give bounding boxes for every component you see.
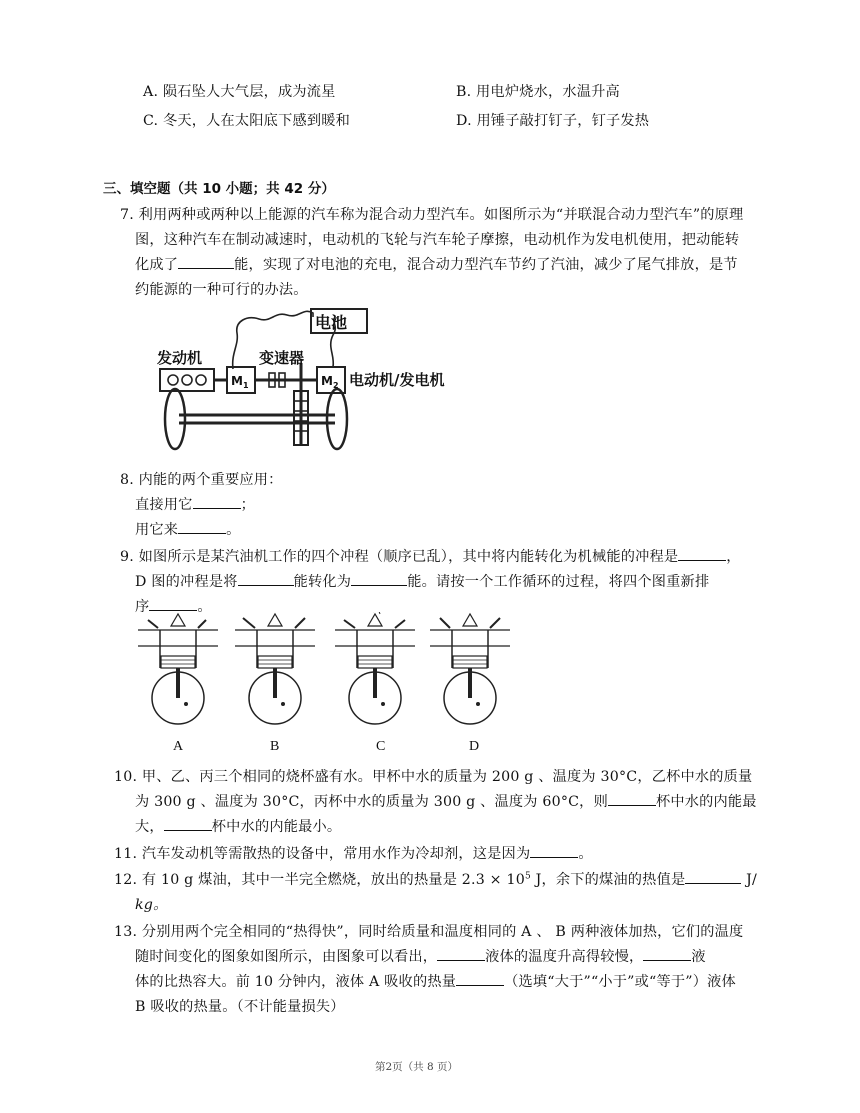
q7-line3: 化成了 能，实现了对电池的充电，混合动力型汽车节约了汽油，减少了尾气排放，是节 bbox=[135, 254, 738, 274]
q9-line1: 9. 如图所示是某汽油机工作的四个冲程（顺序已乱），其中将内能转化为机械能的冲程是 ， bbox=[120, 546, 741, 566]
gearbox-label: 变速器 bbox=[259, 349, 305, 367]
answer-blank bbox=[456, 971, 504, 986]
q8-line3: 用它来 。 bbox=[135, 519, 241, 539]
hybrid-car-diagram bbox=[135, 305, 465, 455]
figure-label-c: C bbox=[376, 739, 386, 754]
q12-line1: 12. 有 10 g 煤油，其中一半完全燃烧，放出的热量是 $2.3 \times 10^5$ J，余下的煤油的热值是 J/ bbox=[114, 869, 757, 889]
q12-line2: kg。 bbox=[135, 897, 168, 913]
stroke-b-figure bbox=[235, 614, 315, 724]
m1-subscript: 1 bbox=[242, 381, 249, 390]
q11-line: 11. 汽车发动机等需散热的设备中，常用水作为冷却剂，这是因为 。 bbox=[114, 843, 593, 863]
answer-blank bbox=[351, 571, 407, 586]
q10-line1: 10. 甲、乙、丙三个相同的烧杯盛有水。甲杯中水的质量为 200 g 、温度为 30°C，乙杯中水的质量 bbox=[114, 769, 753, 785]
q13-line1: 13. 分别用两个完全相同的“热得快”，同时给质量和温度相同的 A 、 B 两种液体加热，它们的温度 bbox=[114, 924, 744, 940]
q9-line2: D 图的冲程是将 能转化为 能。请按一个工作循环的过程，将四个图重新排 bbox=[135, 571, 709, 591]
q9-line3: 序 。 bbox=[135, 596, 212, 616]
stroke-a-figure bbox=[138, 614, 218, 724]
answer-blank bbox=[178, 254, 234, 269]
q13-line3: 体的比热容大。前 10 分钟内，液体 A 吸收的热量 （选填“大于”“小于”或“等于”）液体 bbox=[135, 971, 736, 991]
motor-generator-label: 电动机/发电机 bbox=[349, 371, 445, 389]
answer-blank bbox=[437, 946, 485, 961]
q10-line2: 为 300 g 、温度为 30°C，丙杯中水的质量为 300 g 、温度为 60°C，则 杯中水的内能最 bbox=[135, 791, 757, 811]
q7-line4: 约能源的一种可行的办法。 bbox=[135, 282, 308, 298]
q7-line2: 图，这种汽车在制动减速时，电动机的飞轮与汽车轮子摩擦，电动机作为发电机使用，把动能转 bbox=[135, 232, 740, 248]
svg-text:M2 bbox=[321, 374, 339, 390]
stroke-d-figure bbox=[430, 614, 510, 724]
q8-line1: 8. 内能的两个重要应用： bbox=[120, 472, 283, 488]
figure-label-a: A bbox=[173, 739, 184, 754]
answer-blank bbox=[678, 546, 726, 561]
figure-label-b: B bbox=[270, 739, 280, 754]
answer-blank bbox=[164, 816, 212, 831]
q8-line2: 直接用它 ； bbox=[135, 494, 255, 514]
figure-label-d: D bbox=[469, 739, 480, 754]
option-b: B. 用电炉烧水，水温升高 bbox=[456, 84, 620, 100]
section-title: 三、填空题（共 10 小题；共 42 分） bbox=[103, 181, 335, 197]
page-footer: 第2页（共 8 页） bbox=[375, 1061, 459, 1073]
stroke-c-figure bbox=[335, 612, 415, 724]
answer-blank bbox=[685, 869, 741, 884]
m1-label: M bbox=[231, 374, 243, 388]
q7-line1: 7. 利用两种或两种以上能源的汽车称为混合动力型汽车。如图所示为“并联混合动力型汽车”的原理 bbox=[120, 207, 744, 223]
answer-blank bbox=[238, 571, 294, 586]
svg-text:M1 bbox=[231, 374, 249, 390]
q10-line3: 大， 杯中水的内能最小。 bbox=[135, 816, 341, 836]
answer-blank bbox=[149, 596, 197, 611]
option-d: D. 用锤子敲打钉子，钉子发热 bbox=[456, 113, 650, 129]
m2-subscript: 2 bbox=[332, 381, 339, 390]
option-c: C. 冬天，人在太阳底下感到暖和 bbox=[143, 113, 351, 129]
q13-line2: 随时间变化的图象如图所示，由图象可以看出， 液体的温度升高得较慢， 液 bbox=[135, 946, 706, 966]
answer-blank bbox=[530, 843, 578, 858]
q13-line4: B 吸收的热量。（不计能量损失） bbox=[135, 999, 345, 1015]
engine-strokes-diagram bbox=[130, 612, 530, 732]
answer-blank bbox=[608, 791, 656, 806]
answer-blank bbox=[178, 519, 226, 534]
option-a: A. 陨石坠人大气层，成为流星 bbox=[143, 84, 336, 100]
battery-label: 电池 bbox=[315, 313, 348, 332]
engine-label: 发动机 bbox=[157, 349, 203, 367]
answer-blank bbox=[193, 494, 241, 509]
answer-blank bbox=[643, 946, 691, 961]
m2-label: M bbox=[321, 374, 333, 388]
